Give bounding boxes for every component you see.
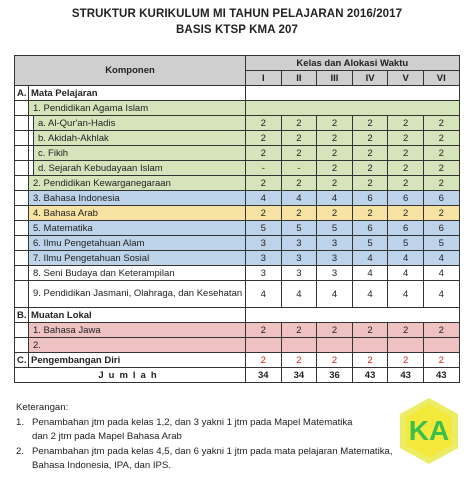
value-cell: 4 <box>423 266 459 281</box>
value-cell: 5 <box>352 236 388 251</box>
gutter-cell <box>15 131 29 146</box>
gutter-cell <box>15 146 29 161</box>
value-cell: 2 <box>423 353 459 368</box>
value-cell: 2 <box>246 146 282 161</box>
section-letter: B. <box>15 308 29 323</box>
grade-header: II <box>281 71 317 86</box>
value-cell: 6 <box>388 221 424 236</box>
notes-heading: Keterangan: <box>16 402 69 413</box>
section-letter: A. <box>15 86 29 101</box>
value-cell: 2 <box>352 131 388 146</box>
subject-label: c. Fikih <box>34 146 246 161</box>
subject-label: 1. Pendidikan Agama Islam <box>29 101 246 116</box>
value-cell: 2 <box>317 176 353 191</box>
section-label: Mata Pelajaran <box>29 86 246 101</box>
value-cell: 3 <box>246 266 282 281</box>
note-item <box>16 445 456 460</box>
value-cell: 3 <box>246 236 282 251</box>
value-cell: 4 <box>246 281 282 308</box>
subject-label: d. Sejarah Kebudayaan Islam <box>34 161 246 176</box>
gutter-cell <box>15 206 29 221</box>
gutter-cell <box>15 221 29 236</box>
subject-label: 6. Ilmu Pengetahuan Alam <box>29 236 246 251</box>
subject-label: 4. Bahasa Arab <box>29 206 246 221</box>
value-cell: 4 <box>317 281 353 308</box>
value-cell: 2 <box>317 161 353 176</box>
total-cell: 43 <box>352 368 388 383</box>
table-row <box>15 338 460 353</box>
gutter-cell <box>15 236 29 251</box>
value-cell: 2 <box>317 146 353 161</box>
gutter-cell <box>15 338 29 353</box>
note-text: Penambahan jtm pada kelas 1,2, dan 3 yakni 1 jtm pada Mapel Matematika <box>32 416 353 428</box>
ka-logo-graphic <box>396 396 462 466</box>
value-cell: 2 <box>317 116 353 131</box>
value-cell: 2 <box>423 116 459 131</box>
value-cell: 2 <box>281 131 317 146</box>
subject-label: 2. Pendidikan Kewarganegaraan <box>29 176 246 191</box>
value-cell: 2 <box>352 206 388 221</box>
note-text: Penambahan jtm pada kelas 4,5, dan 6 yakni 1 jtm pada mata pelajaran Matematika, <box>32 445 393 457</box>
gutter-cell <box>15 323 29 338</box>
value-cell: 2 <box>388 161 424 176</box>
value-cell: 2 <box>352 116 388 131</box>
subject-label: 8. Seni Budaya dan Keterampilan <box>29 266 246 281</box>
value-cell: 2 <box>423 146 459 161</box>
value-cell: 2 <box>388 353 424 368</box>
value-cell: 4 <box>388 266 424 281</box>
gutter-cell <box>15 116 29 131</box>
value-cell: 4 <box>388 251 424 266</box>
value-cell: 2 <box>317 131 353 146</box>
value-cell: 3 <box>281 236 317 251</box>
note-item <box>16 416 456 431</box>
total-cell: 43 <box>423 368 459 383</box>
table-row <box>15 161 460 176</box>
gutter-cell <box>15 191 29 206</box>
value-cell: 4 <box>352 251 388 266</box>
value-cell: 2 <box>352 353 388 368</box>
value-cell: 5 <box>388 236 424 251</box>
value-cell: 2 <box>317 206 353 221</box>
page-subtitle: BASIS KTSP KMA 207 <box>176 24 298 36</box>
subject-label: b. Akidah-Akhlak <box>34 131 246 146</box>
grade-header: VI <box>423 71 459 86</box>
total-label: Jumlah <box>15 368 246 383</box>
table-row <box>15 236 460 251</box>
value-cell: 2 <box>317 323 353 338</box>
value-cell: 2 <box>352 176 388 191</box>
value-cell: 2 <box>281 146 317 161</box>
table-row <box>15 221 460 236</box>
section-label: Pengembangan Diri <box>29 353 246 368</box>
note-number: 1. <box>16 416 25 428</box>
ka-logo-icon <box>396 396 462 466</box>
pai-row <box>15 101 460 116</box>
value-cell: 6 <box>388 191 424 206</box>
table-row <box>15 131 460 146</box>
value-cell: 2 <box>388 323 424 338</box>
value-cell: 2 <box>246 116 282 131</box>
table-row <box>15 176 460 191</box>
value-cell: - <box>246 161 282 176</box>
section-label: Muatan Lokal <box>29 308 246 323</box>
value-cell: 2 <box>423 206 459 221</box>
total-cell: 43 <box>388 368 424 383</box>
value-cell: 4 <box>388 281 424 308</box>
value-cell <box>246 338 282 353</box>
section-letter: C. <box>15 353 29 368</box>
value-cell: 2 <box>388 146 424 161</box>
grade-header: IV <box>352 71 388 86</box>
grade-header: I <box>246 71 282 86</box>
subject-label: 7. Ilmu Pengetahuan Sosial <box>29 251 246 266</box>
total-cell: 34 <box>281 368 317 383</box>
table-row <box>15 323 460 338</box>
value-cell: 4 <box>317 191 353 206</box>
value-cell: 2 <box>423 176 459 191</box>
value-cell <box>281 338 317 353</box>
subject-label: 3. Bahasa Indonesia <box>29 191 246 206</box>
value-cell: 2 <box>352 146 388 161</box>
note-item-cont <box>16 459 456 474</box>
grade-header: III <box>317 71 353 86</box>
subject-label: a. Al-Qur'an-Hadis <box>34 116 246 131</box>
value-cell: 4 <box>352 266 388 281</box>
table-row <box>15 206 460 221</box>
table-row <box>15 281 460 308</box>
value-cell <box>352 338 388 353</box>
section-b-row <box>15 308 460 323</box>
value-cell: 4 <box>281 281 317 308</box>
value-cell: 3 <box>317 266 353 281</box>
value-cell: 2 <box>423 161 459 176</box>
header-komponen: Komponen <box>15 56 246 86</box>
gutter-cell <box>15 176 29 191</box>
value-cell: 3 <box>317 251 353 266</box>
value-cell: 6 <box>423 221 459 236</box>
svg-text:KA: KA <box>408 415 450 446</box>
value-cell: 2 <box>281 116 317 131</box>
value-cell: 2 <box>352 161 388 176</box>
table-row <box>15 266 460 281</box>
value-cell: 3 <box>281 266 317 281</box>
value-cell: 3 <box>317 236 353 251</box>
value-cell: 6 <box>352 191 388 206</box>
gutter-cell <box>15 251 29 266</box>
note-text: Bahasa Indonesia, IPA, dan IPS. <box>32 460 172 471</box>
value-cell: - <box>281 161 317 176</box>
value-cell: 2 <box>423 131 459 146</box>
note-indent <box>16 459 32 474</box>
gutter-cell <box>15 281 29 308</box>
subject-label: 5. Matematika <box>29 221 246 236</box>
value-cell: 4 <box>246 191 282 206</box>
note-indent <box>16 430 32 445</box>
empty-cells <box>246 101 460 116</box>
note-text: dan 2 jtm pada Mapel Bahasa Arab <box>32 431 182 442</box>
value-cell: 2 <box>246 131 282 146</box>
value-cell: 4 <box>423 281 459 308</box>
header-kelas: Kelas dan Alokasi Waktu <box>246 56 460 71</box>
value-cell: 3 <box>281 251 317 266</box>
total-cell: 34 <box>246 368 282 383</box>
total-row <box>15 368 460 383</box>
empty-cells <box>246 86 460 101</box>
value-cell: 2 <box>388 116 424 131</box>
gutter-cell <box>15 161 29 176</box>
value-cell: 2 <box>246 206 282 221</box>
value-cell: 5 <box>317 221 353 236</box>
value-cell <box>423 338 459 353</box>
value-cell: 4 <box>423 251 459 266</box>
subject-label: 2. <box>29 338 246 353</box>
page-title: STRUKTUR KURIKULUM MI TAHUN PELAJARAN 2016/2017 <box>71 8 403 20</box>
curriculum-table <box>14 55 460 383</box>
value-cell: 4 <box>281 191 317 206</box>
value-cell: 2 <box>246 323 282 338</box>
table-header-row <box>15 56 460 71</box>
value-cell: 2 <box>423 323 459 338</box>
value-cell: 4 <box>352 281 388 308</box>
value-cell: 2 <box>246 176 282 191</box>
section-a-row <box>15 86 460 101</box>
gutter-cell <box>15 101 29 116</box>
subject-label: 9. Pendidikan Jasmani, Olahraga, dan Kesehatan <box>29 281 246 308</box>
value-cell: 2 <box>352 323 388 338</box>
total-cell: 36 <box>317 368 353 383</box>
value-cell: 2 <box>317 353 353 368</box>
value-cell <box>317 338 353 353</box>
note-item-cont <box>16 430 456 445</box>
value-cell: 6 <box>352 221 388 236</box>
value-cell: 2 <box>281 323 317 338</box>
value-cell: 6 <box>423 191 459 206</box>
value-cell: 5 <box>281 221 317 236</box>
note-number: 2. <box>16 445 25 457</box>
value-cell: 2 <box>281 206 317 221</box>
section-c-row <box>15 353 460 368</box>
subject-label: 1. Bahasa Jawa <box>29 323 246 338</box>
value-cell: 3 <box>246 251 282 266</box>
value-cell: 2 <box>388 176 424 191</box>
value-cell <box>388 338 424 353</box>
table-row <box>15 191 460 206</box>
table-row <box>15 251 460 266</box>
value-cell: 2 <box>388 206 424 221</box>
empty-cells <box>246 308 460 323</box>
value-cell: 2 <box>281 353 317 368</box>
notes-section <box>16 401 456 474</box>
value-cell: 2 <box>281 176 317 191</box>
grade-header: V <box>388 71 424 86</box>
gutter-cell <box>15 266 29 281</box>
value-cell: 5 <box>423 236 459 251</box>
table-row <box>15 146 460 161</box>
value-cell: 5 <box>246 221 282 236</box>
table-row <box>15 116 460 131</box>
value-cell: 2 <box>246 353 282 368</box>
value-cell: 2 <box>388 131 424 146</box>
